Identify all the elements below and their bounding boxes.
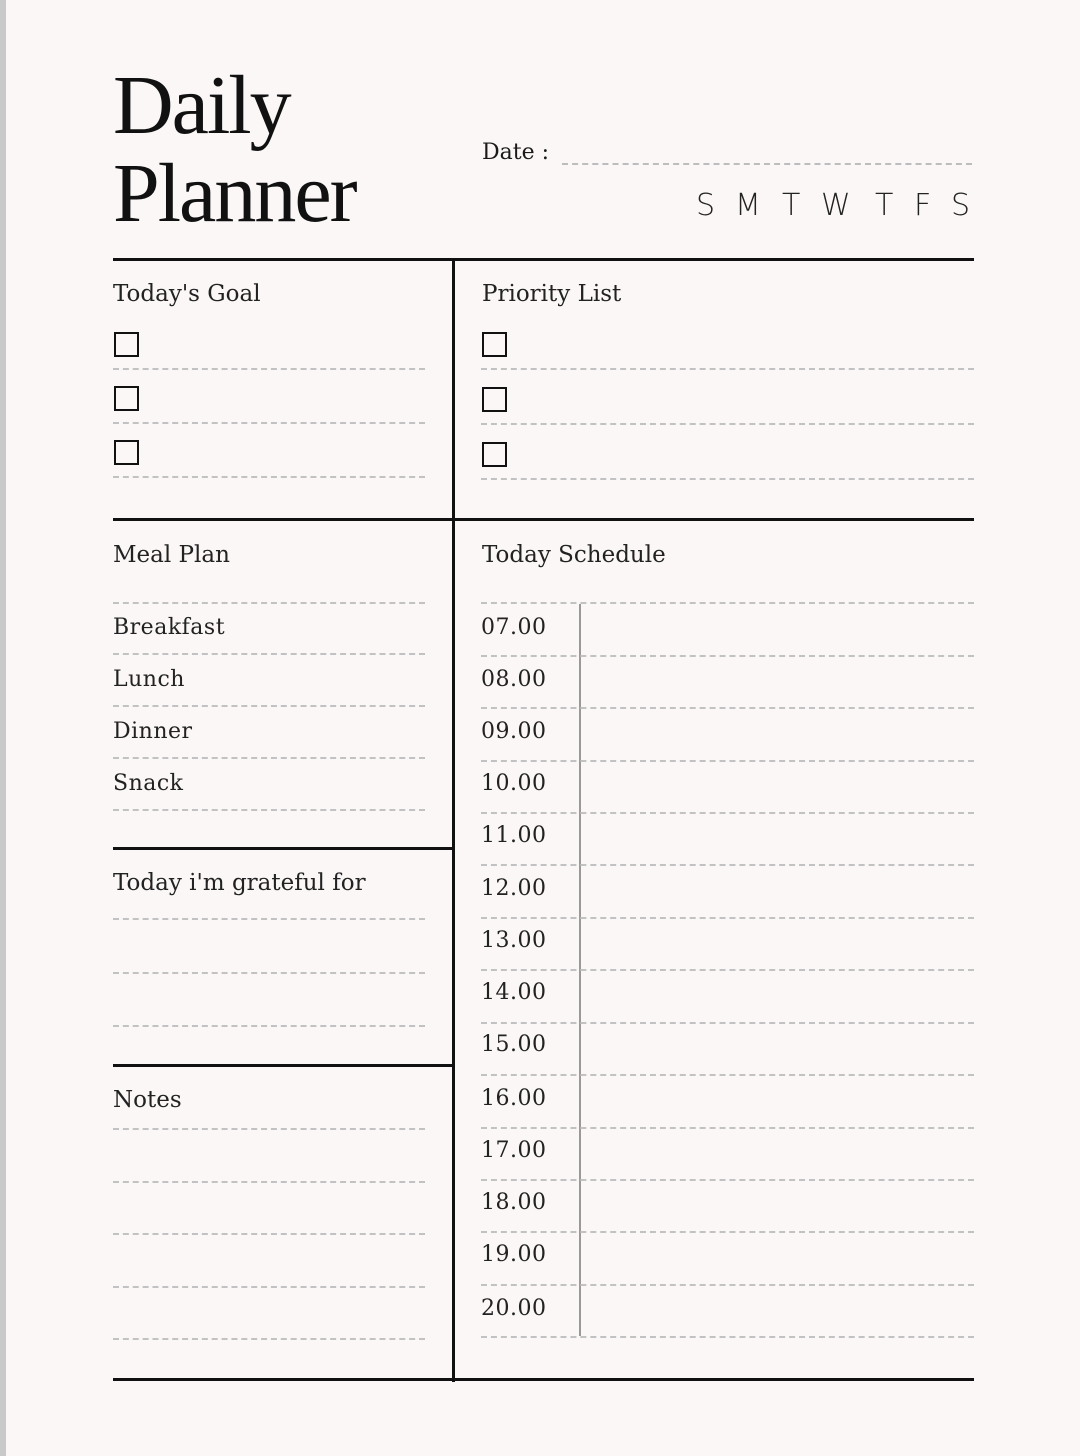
meal-dinner-label: Dinner	[113, 719, 193, 744]
priority-title: Priority List	[482, 281, 622, 307]
planner-title-line-1: Daily	[113, 59, 290, 152]
schedule-slot-line[interactable]	[481, 969, 974, 971]
schedule-slot-line[interactable]	[481, 1231, 974, 1233]
meal-breakfast-label: Breakfast	[113, 615, 226, 640]
planner-title-line-2: Planner	[113, 147, 356, 240]
grateful-line[interactable]	[113, 972, 425, 974]
schedule-time-label: 19.00	[481, 1242, 547, 1267]
schedule-slot-line[interactable]	[481, 1179, 974, 1181]
goal-line[interactable]	[113, 368, 425, 370]
schedule-slot-line[interactable]	[481, 917, 974, 919]
schedule-time-label: 09.00	[481, 719, 547, 744]
notes-line[interactable]	[113, 1286, 425, 1288]
schedule-time-label: 10.00	[481, 771, 547, 796]
priority-checkbox[interactable]	[482, 387, 507, 412]
schedule-time-label: 17.00	[481, 1138, 547, 1163]
meal-line[interactable]	[113, 705, 425, 707]
goal-checkbox[interactable]	[114, 386, 139, 411]
schedule-slot-line[interactable]	[481, 707, 974, 709]
schedule-time-label: 12.00	[481, 876, 547, 901]
schedule-time-label: 13.00	[481, 928, 547, 953]
weekday-friday[interactable]: F	[914, 188, 932, 223]
schedule-title: Today Schedule	[482, 542, 666, 568]
schedule-slot-line[interactable]	[481, 1074, 974, 1076]
grateful-title: Today i'm grateful for	[113, 870, 366, 896]
schedule-slot-line[interactable]	[481, 1284, 974, 1286]
planner-page	[6, 0, 1080, 1456]
grateful-line[interactable]	[113, 918, 425, 920]
date-input-line[interactable]	[562, 163, 972, 165]
top-divider	[113, 258, 974, 261]
schedule-slot-line[interactable]	[481, 1127, 974, 1129]
meal-line[interactable]	[113, 809, 425, 811]
meal-lunch-label: Lunch	[113, 667, 185, 692]
notes-line[interactable]	[113, 1128, 425, 1130]
schedule-time-label: 20.00	[481, 1296, 547, 1321]
notes-line[interactable]	[113, 1233, 425, 1235]
schedule-time-label: 07.00	[481, 615, 547, 640]
schedule-time-label: 11.00	[481, 823, 547, 848]
center-divider	[452, 258, 455, 1382]
meal-line[interactable]	[113, 653, 425, 655]
priority-checkbox[interactable]	[482, 332, 507, 357]
goal-line[interactable]	[113, 476, 425, 478]
weekday-thursday[interactable]: T	[875, 188, 894, 223]
notes-line[interactable]	[113, 1181, 425, 1183]
schedule-slot-line[interactable]	[481, 1336, 974, 1338]
schedule-slot-line[interactable]	[481, 760, 974, 762]
schedule-time-label: 15.00	[481, 1032, 547, 1057]
weekday-saturday[interactable]: S	[951, 188, 971, 223]
meal-line[interactable]	[113, 757, 425, 759]
priority-line[interactable]	[481, 478, 974, 480]
meal-line	[113, 602, 425, 604]
schedule-slot-line[interactable]	[481, 1022, 974, 1024]
schedule-slot-line[interactable]	[481, 655, 974, 657]
weekday-wednesday[interactable]: W	[821, 188, 851, 223]
weekday-monday[interactable]: M	[735, 188, 761, 223]
schedule-line	[481, 602, 974, 604]
weekday-sunday[interactable]: S	[696, 188, 716, 223]
schedule-time-label: 08.00	[481, 667, 547, 692]
middle-divider	[113, 518, 974, 521]
grateful-line[interactable]	[113, 1025, 425, 1027]
goal-checkbox[interactable]	[114, 440, 139, 465]
priority-line[interactable]	[481, 368, 974, 370]
bottom-divider	[113, 1378, 974, 1381]
meal-plan-title: Meal Plan	[113, 542, 230, 568]
weekday-tuesday[interactable]: T	[782, 188, 801, 223]
goal-title: Today's Goal	[113, 281, 261, 307]
goal-checkbox[interactable]	[114, 332, 139, 357]
schedule-time-label: 16.00	[481, 1086, 547, 1111]
schedule-time-label: 14.00	[481, 980, 547, 1005]
goal-line[interactable]	[113, 422, 425, 424]
notes-line[interactable]	[113, 1338, 425, 1340]
notes-title: Notes	[113, 1087, 182, 1113]
schedule-slot-line[interactable]	[481, 864, 974, 866]
schedule-slot-line[interactable]	[481, 812, 974, 814]
priority-line[interactable]	[481, 423, 974, 425]
schedule-time-label: 18.00	[481, 1190, 547, 1215]
grateful-divider	[113, 847, 453, 850]
date-label: Date :	[482, 140, 550, 165]
priority-checkbox[interactable]	[482, 442, 507, 467]
notes-divider	[113, 1064, 453, 1067]
meal-snack-label: Snack	[113, 771, 184, 796]
